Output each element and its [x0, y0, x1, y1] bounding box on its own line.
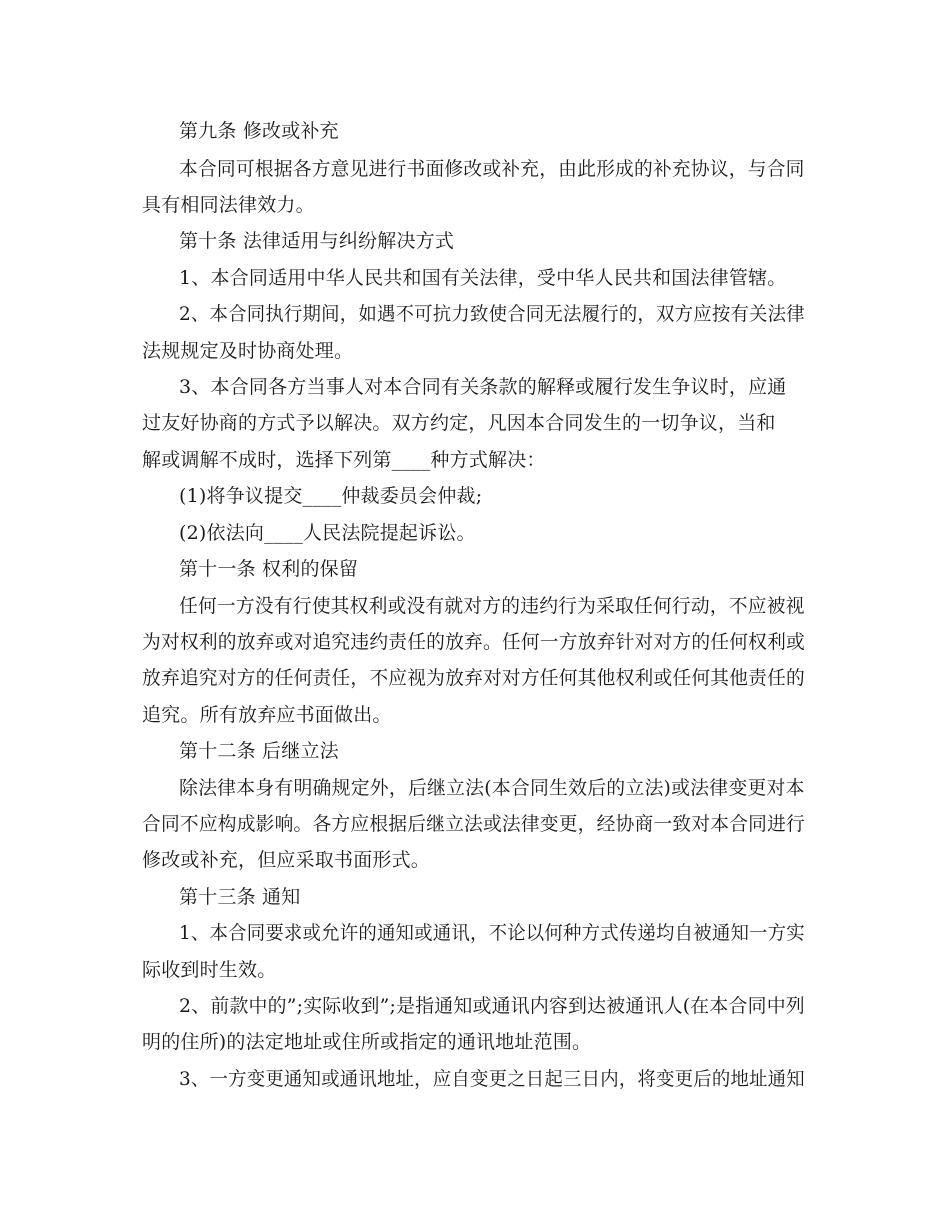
paragraph-line: 具有相同法律效力。 [142, 194, 315, 216]
paragraph-line: 1、本合同适用中华人民共和国有关法律，受中华人民共和国法律管辖。 [179, 267, 787, 289]
paragraph-line: 明的住所)的法定地址或住所或指定的通讯地址范围。 [142, 1031, 592, 1053]
paragraph-line: 过友好协商的方式予以解决。双方约定，凡因本合同发生的一切争议，当和 [142, 412, 776, 434]
paragraph-line: 1、本合同要求或允许的通知或通讯，不论以何种方式传递均自被通知一方实 [179, 922, 805, 944]
list-item: (2)依法向____人民法院提起诉讼。 [179, 522, 476, 544]
article-13-heading: 第十三条 通知 [179, 886, 301, 908]
article-12-heading: 第十二条 后继立法 [179, 740, 339, 762]
paragraph-line: 修改或补充，但应采取书面形式。 [142, 849, 431, 871]
paragraph-line: 解或调解不成时，选择下列第____种方式解决： [142, 449, 546, 471]
paragraph-line: 3、一方变更通知或通讯地址，应自变更之日起三日内，将变更后的地址通知 [179, 1068, 805, 1090]
paragraph-line: 法规规定及时协商处理。 [142, 340, 354, 362]
article-11-heading: 第十一条 权利的保留 [179, 558, 359, 580]
paragraph-line: 3、本合同各方当事人对本合同有关条款的解释或履行发生争议时，应通 [179, 376, 787, 398]
paragraph-line: 本合同可根据各方意见进行书面修改或补充，由此形成的补充协议，与合同 [179, 158, 805, 180]
paragraph-line: 任何一方没有行使其权利或没有就对方的违约行为采取任何行动，不应被视 [179, 595, 805, 617]
paragraph-line: 放弃追究对方的任何责任，不应视为放弃对对方任何其他权利或任何其他责任的 [142, 667, 806, 689]
paragraph-line: 为对权利的放弃或对追究违约责任的放弃。任何一方放弃针对对方的任何权利或 [142, 631, 806, 653]
article-10-heading: 第十条 法律适用与纠纷解决方式 [179, 230, 455, 252]
list-item: (1)将争议提交____仲裁委员会仲裁; [179, 485, 483, 507]
paragraph-line: 除法律本身有明确规定外，后继立法(本合同生效后的立法)或法律变更对本 [179, 777, 805, 799]
paragraph-line: 2、前款中的”;实际收到”;是指通知或通讯内容到达被通讯人(在本合同中列 [179, 995, 805, 1017]
article-9-heading: 第九条 修改或补充 [179, 120, 339, 142]
paragraph-line: 际收到时生效。 [142, 959, 277, 981]
paragraph-line: 合同不应构成影响。各方应根据后继立法或法律变更，经协商一致对本合同进行 [142, 813, 806, 835]
paragraph-line: 追究。所有放弃应书面做出。 [142, 704, 392, 726]
paragraph-line: 2、本合同执行期间，如遇不可抗力致使合同无法履行的，双方应按有关法律 [179, 303, 805, 325]
